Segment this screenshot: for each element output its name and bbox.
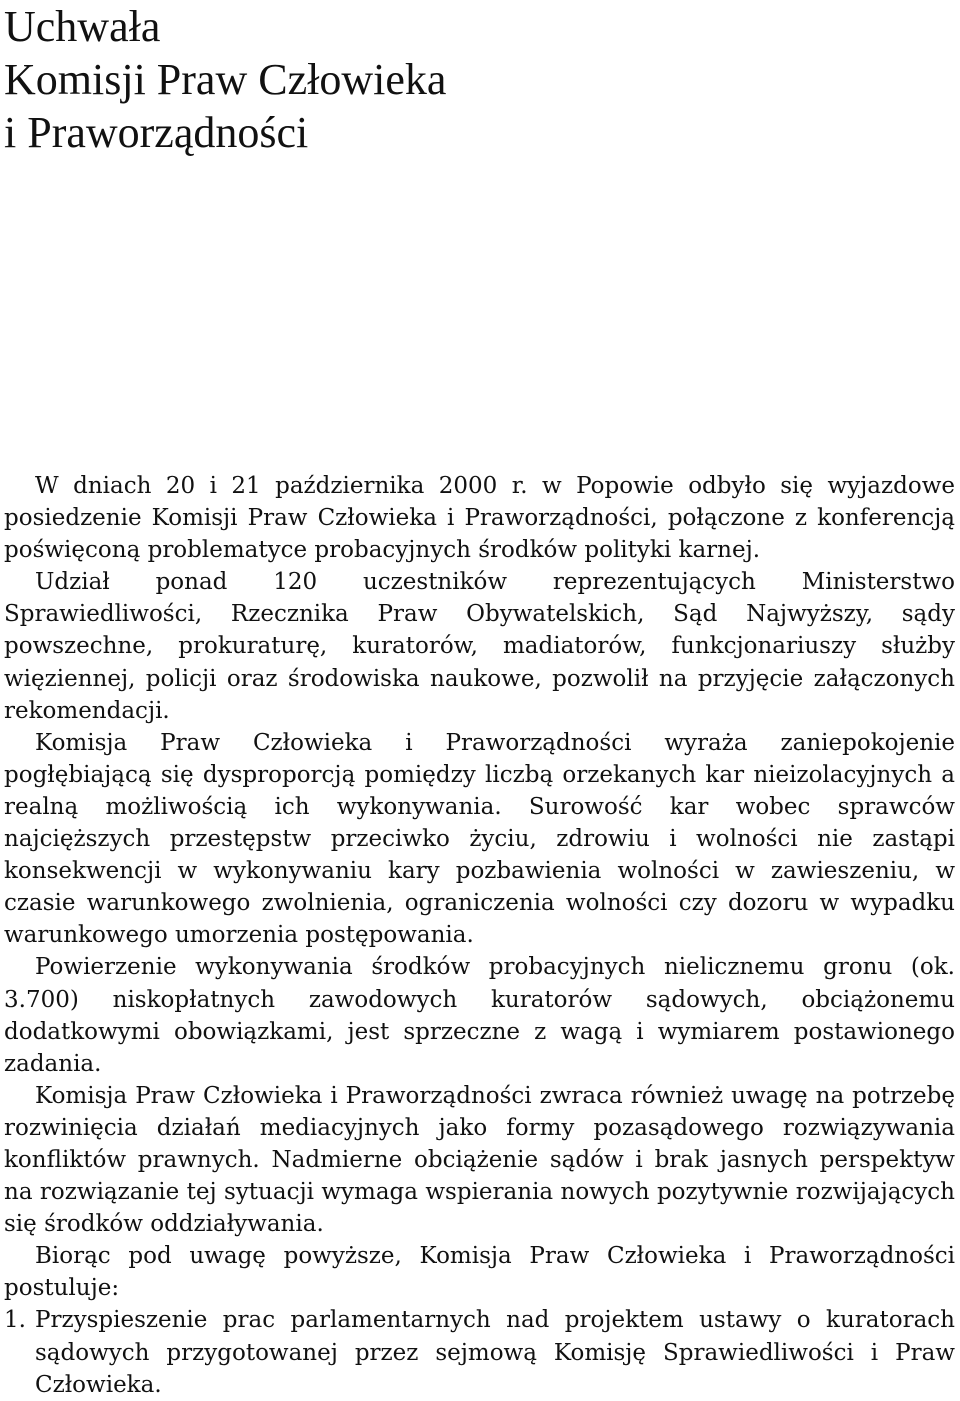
paragraph-participants: Udział ponad 120 uczestników reprezentujących Ministerstwo Sprawiedliwości, Rzecznika Praw Obywatelskich, Sąd Najwyższy, sądy powszechne, prokuraturę, kuratorów, madiatorów, funkcjonariuszy służby więziennej, policji oraz środowiska naukowe, pozwolił na przyjęcie załączonych rekomendacji.: [4, 569, 955, 724]
title-line-3: i Praworządności: [4, 108, 309, 157]
paragraph-mediation: Komisja Praw Człowieka i Praworządności zwraca również uwagę na potrzebę rozwinięcia działań mediacyjnych jako formy pozasądowego rozwiązywania konfliktów prawnych. Nadmierne obciążenie sądów i brak jasnych perspektyw na rozwiązanie tej sytuacji wymaga wspierania nowych pozytywnie rozwijających się środków oddziaływania.: [4, 1082, 955, 1238]
list-item-number: 1.: [4, 1307, 26, 1334]
title-line-2: Komisji Praw Człowieka: [4, 55, 447, 104]
document-title: [4, 0, 446, 159]
paragraph-probation: Powierzenie wykonywania środków probacyjnych nielicznemu gronu (ok. 3.700) niskopłatnych zawodowych kuratorów sądowych, obciążonemu dodatkowymi obowiązkami, jest sprzeczne z wagą i wymiarem postawionego zadania.: [4, 954, 955, 1077]
list-item-text: Przyspieszenie prac parlamentarnych nad projektem ustawy o kuratorach sądowych przygotowanej przez sejmową Komisję Sprawiedliwości i Praw Człowieka.: [35, 1307, 955, 1398]
paragraph-intro: W dniach 20 i 21 października 2000 r. w Popowie odbyło się wyjazdowe posiedzenie Komisji Praw Człowieka i Praworządności, połączone z konferencją poświęconą problematyce probacyjnych środków polityki karnej.: [4, 473, 955, 564]
paragraph-concern: Komisja Praw Człowieka i Praworządności wyraża zaniepokojenie pogłębiającą się dysproporcją pomiędzy liczbą orzekanych kar nieizolacyjnych a realną możliwością ich wykonywania. Surowość kar wobec sprawców najcięższych przestępstw przeciwko życiu, zdrowiu i wolności nie zastąpi konsekwencji w wykonywaniu kary pozbawienia wolności w zawieszeniu, w czasie warunkowego zwolnienia, ograniczenia wolności czy dozoru w wypadku warunkowego umorzenia postępowania.: [4, 729, 955, 949]
document-body: [4, 470, 955, 1401]
paragraph-postulates-intro: Biorąc pod uwagę powyższe, Komisja Praw Człowieka i Praworządności postuluje:: [4, 1243, 955, 1302]
list-item: [4, 1304, 955, 1400]
title-line-1: Uchwała: [4, 2, 161, 51]
